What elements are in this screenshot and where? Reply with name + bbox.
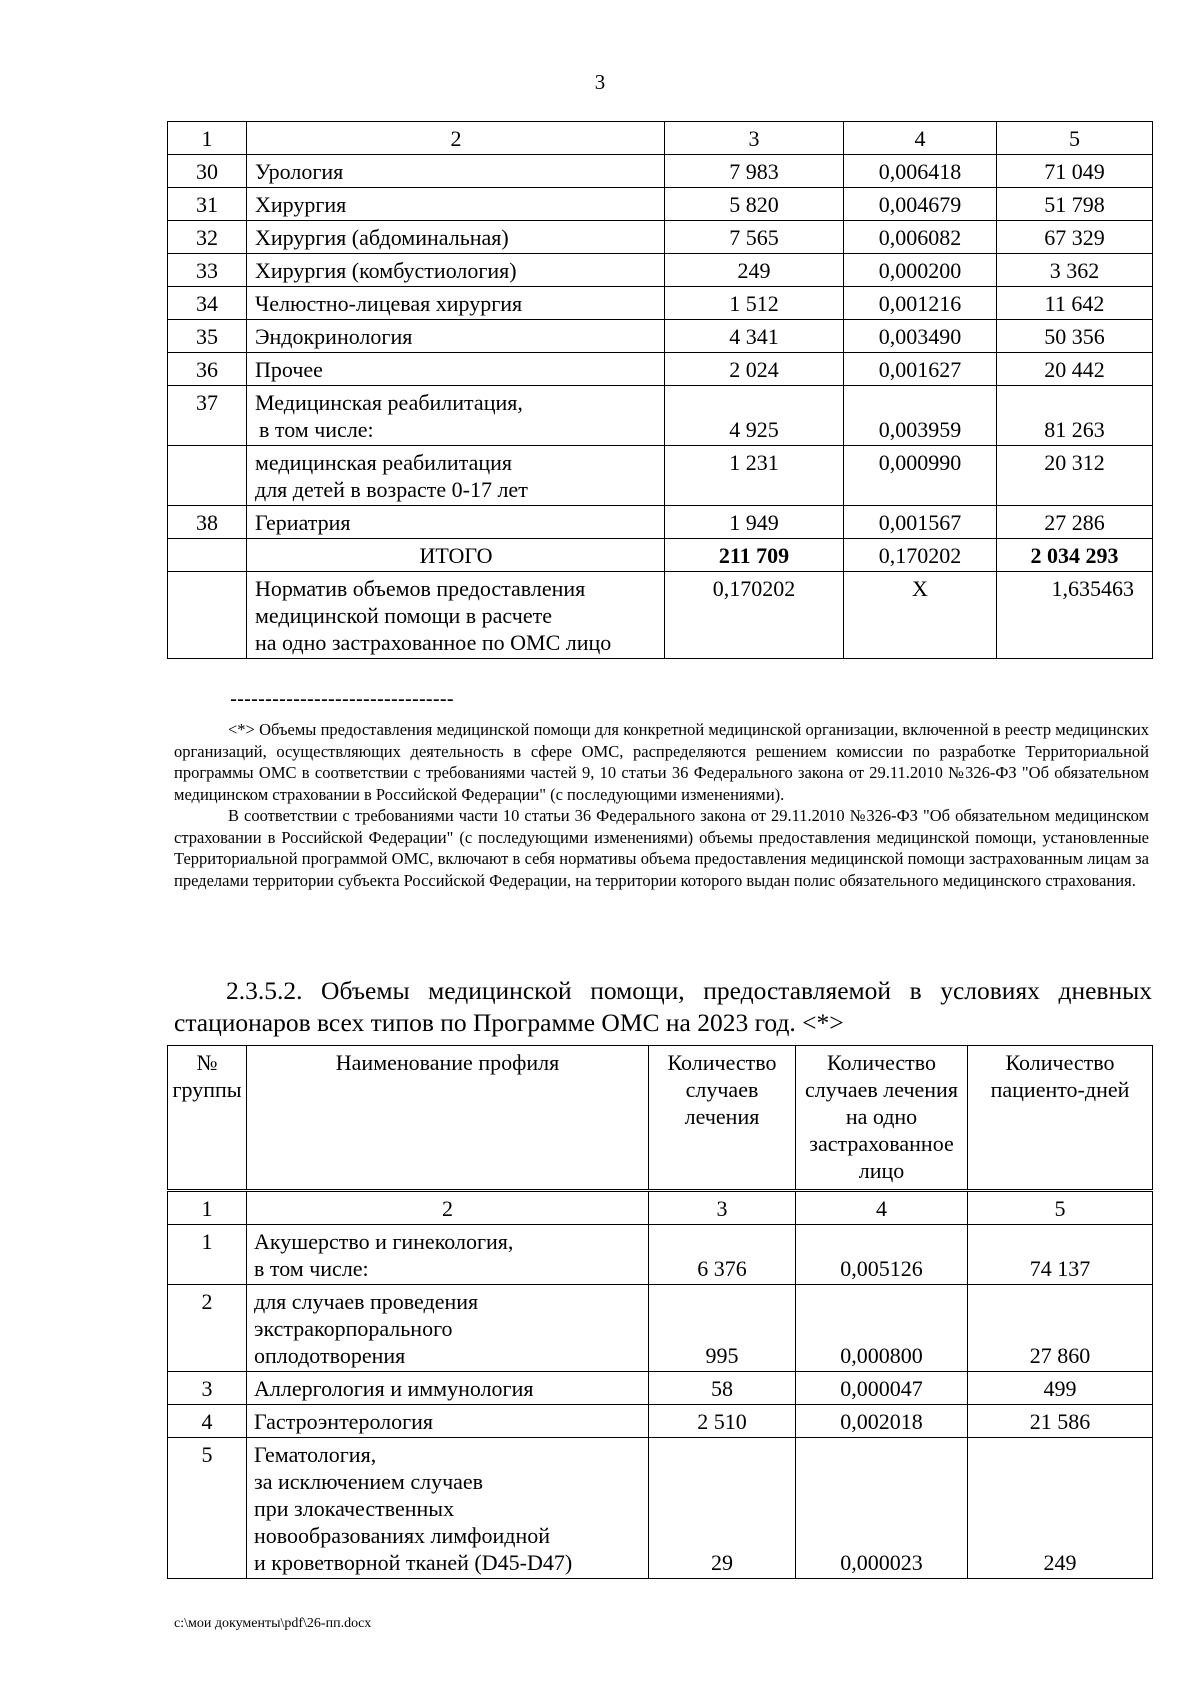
cell-days: 20 312 bbox=[997, 446, 1153, 506]
row-number: 34 bbox=[168, 287, 247, 320]
table-row bbox=[168, 353, 1153, 386]
profile-name: Аллергология и иммунология bbox=[247, 1372, 649, 1405]
row-number bbox=[168, 539, 247, 572]
cell-per-insured: 0,001216 bbox=[844, 287, 997, 320]
table-row bbox=[168, 188, 1153, 221]
cell-days: 27 286 bbox=[997, 506, 1153, 539]
cell-cases: 6 376 bbox=[649, 1225, 796, 1285]
profile-name: Гастроэнтерология bbox=[247, 1405, 649, 1438]
col-number: 2 bbox=[247, 1191, 649, 1225]
cell-per-insured: 0,006418 bbox=[844, 155, 997, 188]
table-row bbox=[168, 1438, 1153, 1579]
table-row bbox=[168, 320, 1153, 353]
row-number: 32 bbox=[168, 221, 247, 254]
page-number: 3 bbox=[594, 70, 606, 94]
profile-name bbox=[247, 1438, 649, 1579]
cell-per-insured: 0,004679 bbox=[844, 188, 997, 221]
table-row bbox=[168, 1225, 1153, 1285]
row-number: 36 bbox=[168, 353, 247, 386]
row-number: 35 bbox=[168, 320, 247, 353]
profile-name-line: при злокачественных bbox=[254, 1496, 455, 1521]
header-profile-name: Наименование профиля bbox=[247, 1046, 649, 1191]
cell-days: 11 642 bbox=[997, 287, 1153, 320]
cell-days: 249 bbox=[968, 1438, 1153, 1579]
profile-name: Хирургия (абдоминальная) bbox=[247, 221, 665, 254]
cell-cases: 995 bbox=[649, 1285, 796, 1372]
row-number: 1 bbox=[168, 1225, 247, 1285]
header-group-number: № группы bbox=[168, 1046, 247, 1191]
col-number: 1 bbox=[168, 122, 247, 155]
profile-name-line: в том числе: bbox=[254, 1256, 369, 1281]
column-number-row bbox=[168, 1191, 1153, 1225]
profile-name-line: новообразованиях лимфоидной bbox=[254, 1523, 551, 1548]
table-row bbox=[168, 1285, 1153, 1372]
cell-cases: 29 bbox=[649, 1438, 796, 1579]
cell-cases: 5 820 bbox=[665, 188, 844, 221]
profile-name-line: Медицинская реабилитация, bbox=[255, 390, 523, 415]
footnote-1: <*> Объемы предоставления медицинской помощи для конкретной медицинской организации, включенной в реестр медицинских организаций, осуществляющих деятельность в сфере ОМС, распределяются решением комиссии по разработке Территориальной программы ОМС в соответствии с требованиями частей 9, 10 статьи 36 Федерального закона от 29.11.2010 №326-ФЗ "Об обязательном медицинском страховании в Российской Федерации" (с последующими изменениями). bbox=[174, 720, 1149, 804]
cell-cases: 7 983 bbox=[665, 155, 844, 188]
profile-name-line: и кроветворной тканей (D45-D47) bbox=[254, 1550, 573, 1575]
column-number-row bbox=[168, 122, 1153, 155]
cell-days: 67 329 bbox=[997, 221, 1153, 254]
profile-name: Урология bbox=[247, 155, 665, 188]
cell-days: 50 356 bbox=[997, 320, 1153, 353]
norm-label-line: медицинской помощи в расчете bbox=[255, 603, 552, 628]
col-number: 3 bbox=[665, 122, 844, 155]
cell-cases: 1 512 bbox=[665, 287, 844, 320]
table-row bbox=[168, 1372, 1153, 1405]
cell-days: 71 049 bbox=[997, 155, 1153, 188]
norm-row bbox=[168, 572, 1153, 659]
norm-label-line: Норматив объемов предоставления bbox=[255, 576, 586, 601]
row-number: 33 bbox=[168, 254, 247, 287]
table-row bbox=[168, 155, 1153, 188]
row-number: 30 bbox=[168, 155, 247, 188]
total-row bbox=[168, 539, 1153, 572]
profile-name bbox=[247, 386, 665, 446]
footnote-2: В соответствии с требованиями части 10 статьи 36 Федерального закона от 29.11.2010 №326-ФЗ "Об обязательном медицинском страховании в Российской Федерации" (с последующими изменениями) объемы предоставления медицинской помощи, установленные Территориальной программой ОМС, включают в себя нормативы объема предоставления медицинской помощи застрахованным лицам за пределами территории субъекта Российской Федерации, на территории которого выдан полис обязательного медицинского страхования. bbox=[174, 806, 1149, 890]
profile-name-line: для случаев проведения bbox=[254, 1289, 479, 1314]
footnote-separator: -------------------------------- bbox=[230, 688, 454, 711]
cell-cases: 4 925 bbox=[665, 386, 844, 446]
total-label: ИТОГО bbox=[247, 539, 665, 572]
profile-name-line: Акушерство и гинекология, bbox=[254, 1229, 514, 1254]
row-number: 38 bbox=[168, 506, 247, 539]
cell-per-insured: 0,000047 bbox=[796, 1372, 968, 1405]
col-number: 5 bbox=[997, 122, 1153, 155]
footnotes bbox=[174, 719, 1149, 891]
profile-name: Хирургия (комбустиология) bbox=[247, 254, 665, 287]
cell-days: 27 860 bbox=[968, 1285, 1153, 1372]
table-inpatient-volumes bbox=[167, 121, 1153, 659]
row-number: 37 bbox=[168, 386, 247, 446]
norm-per-insured: X bbox=[844, 572, 997, 659]
section-title-text: 2.3.5.2. Объемы медицинской помощи, предоставляемой в условиях дневных стационаров всех типов по Программе ОМС на 2023 год. <*> bbox=[174, 976, 1152, 1037]
cell-cases: 1 231 bbox=[665, 446, 844, 506]
col-number: 5 bbox=[968, 1191, 1153, 1225]
table-row bbox=[168, 506, 1153, 539]
row-number: 31 bbox=[168, 188, 247, 221]
table-row bbox=[168, 1405, 1153, 1438]
cell-days: 74 137 bbox=[968, 1225, 1153, 1285]
cell-cases: 2 024 bbox=[665, 353, 844, 386]
header-row bbox=[168, 1046, 1153, 1191]
profile-name-line: экстракорпорального bbox=[254, 1316, 453, 1341]
cell-days: 20 442 bbox=[997, 353, 1153, 386]
cell-days: 499 bbox=[968, 1372, 1153, 1405]
profile-name-line: медицинская реабилитация bbox=[255, 450, 513, 475]
row-number: 3 bbox=[168, 1372, 247, 1405]
cell-per-insured: 0,001627 bbox=[844, 353, 997, 386]
profile-name-line: для детей в возрасте 0-17 лет bbox=[255, 477, 528, 502]
col-number: 4 bbox=[844, 122, 997, 155]
col-number: 2 bbox=[247, 122, 665, 155]
cell-per-insured: 0,001567 bbox=[844, 506, 997, 539]
table-row bbox=[168, 446, 1153, 506]
profile-name-line: Гематология, bbox=[254, 1442, 377, 1467]
cell-per-insured: 0,000990 bbox=[844, 446, 997, 506]
table-row bbox=[168, 386, 1153, 446]
table-row bbox=[168, 254, 1153, 287]
norm-label-line: на одно застрахованное по ОМС лицо bbox=[255, 630, 612, 655]
cell-cases: 4 341 bbox=[665, 320, 844, 353]
cell-per-insured: 0,003959 bbox=[844, 386, 997, 446]
profile-name-line: за исключением случаев bbox=[254, 1469, 484, 1494]
profile-name: Прочее bbox=[247, 353, 665, 386]
total-cases: 211 709 bbox=[665, 539, 844, 572]
row-number bbox=[168, 572, 247, 659]
row-number: 4 bbox=[168, 1405, 247, 1438]
row-number bbox=[168, 446, 247, 506]
profile-name: Челюстно-лицевая хирургия bbox=[247, 287, 665, 320]
table-row bbox=[168, 221, 1153, 254]
profile-name: Хирургия bbox=[247, 188, 665, 221]
cell-days: 3 362 bbox=[997, 254, 1153, 287]
file-path-footer: c:\мои документы\pdf\26-пп.docx bbox=[174, 1616, 372, 1631]
total-days: 2 034 293 bbox=[997, 539, 1153, 572]
cell-days: 51 798 bbox=[997, 188, 1153, 221]
col-number: 4 bbox=[796, 1191, 968, 1225]
norm-days: 1,635463 bbox=[997, 572, 1153, 659]
cell-days: 21 586 bbox=[968, 1405, 1153, 1438]
profile-name-line: оплодотворения bbox=[254, 1343, 406, 1368]
header-cases: Количество случаев лечения bbox=[649, 1046, 796, 1191]
norm-cases: 0,170202 bbox=[665, 572, 844, 659]
cell-cases: 249 bbox=[665, 254, 844, 287]
profile-name: Гериатрия bbox=[247, 506, 665, 539]
cell-cases: 7 565 bbox=[665, 221, 844, 254]
col-number: 3 bbox=[649, 1191, 796, 1225]
row-number: 5 bbox=[168, 1438, 247, 1579]
cell-per-insured: 0,000200 bbox=[844, 254, 997, 287]
profile-name: Эндокринология bbox=[247, 320, 665, 353]
header-per-insured: Количество случаев лечения на одно застрахованное лицо bbox=[796, 1046, 968, 1191]
profile-name bbox=[247, 1225, 649, 1285]
norm-label bbox=[247, 572, 665, 659]
table-row bbox=[168, 287, 1153, 320]
cell-per-insured: 0,000800 bbox=[796, 1285, 968, 1372]
row-number: 2 bbox=[168, 1285, 247, 1372]
cell-per-insured: 0,006082 bbox=[844, 221, 997, 254]
table-day-hospital-volumes bbox=[167, 1045, 1153, 1579]
profile-name bbox=[247, 1285, 649, 1372]
cell-days: 81 263 bbox=[997, 386, 1153, 446]
cell-per-insured: 0,000023 bbox=[796, 1438, 968, 1579]
col-number: 1 bbox=[168, 1191, 247, 1225]
cell-cases: 1 949 bbox=[665, 506, 844, 539]
cell-cases: 2 510 bbox=[649, 1405, 796, 1438]
cell-cases: 58 bbox=[649, 1372, 796, 1405]
cell-per-insured: 0,002018 bbox=[796, 1405, 968, 1438]
header-patient-days: Количество пациенто-дней bbox=[968, 1046, 1153, 1191]
section-title bbox=[174, 975, 1152, 1039]
profile-name-line: в том числе: bbox=[259, 417, 374, 442]
cell-per-insured: 0,005126 bbox=[796, 1225, 968, 1285]
total-per-insured: 0,170202 bbox=[844, 539, 997, 572]
cell-per-insured: 0,003490 bbox=[844, 320, 997, 353]
profile-name bbox=[247, 446, 665, 506]
